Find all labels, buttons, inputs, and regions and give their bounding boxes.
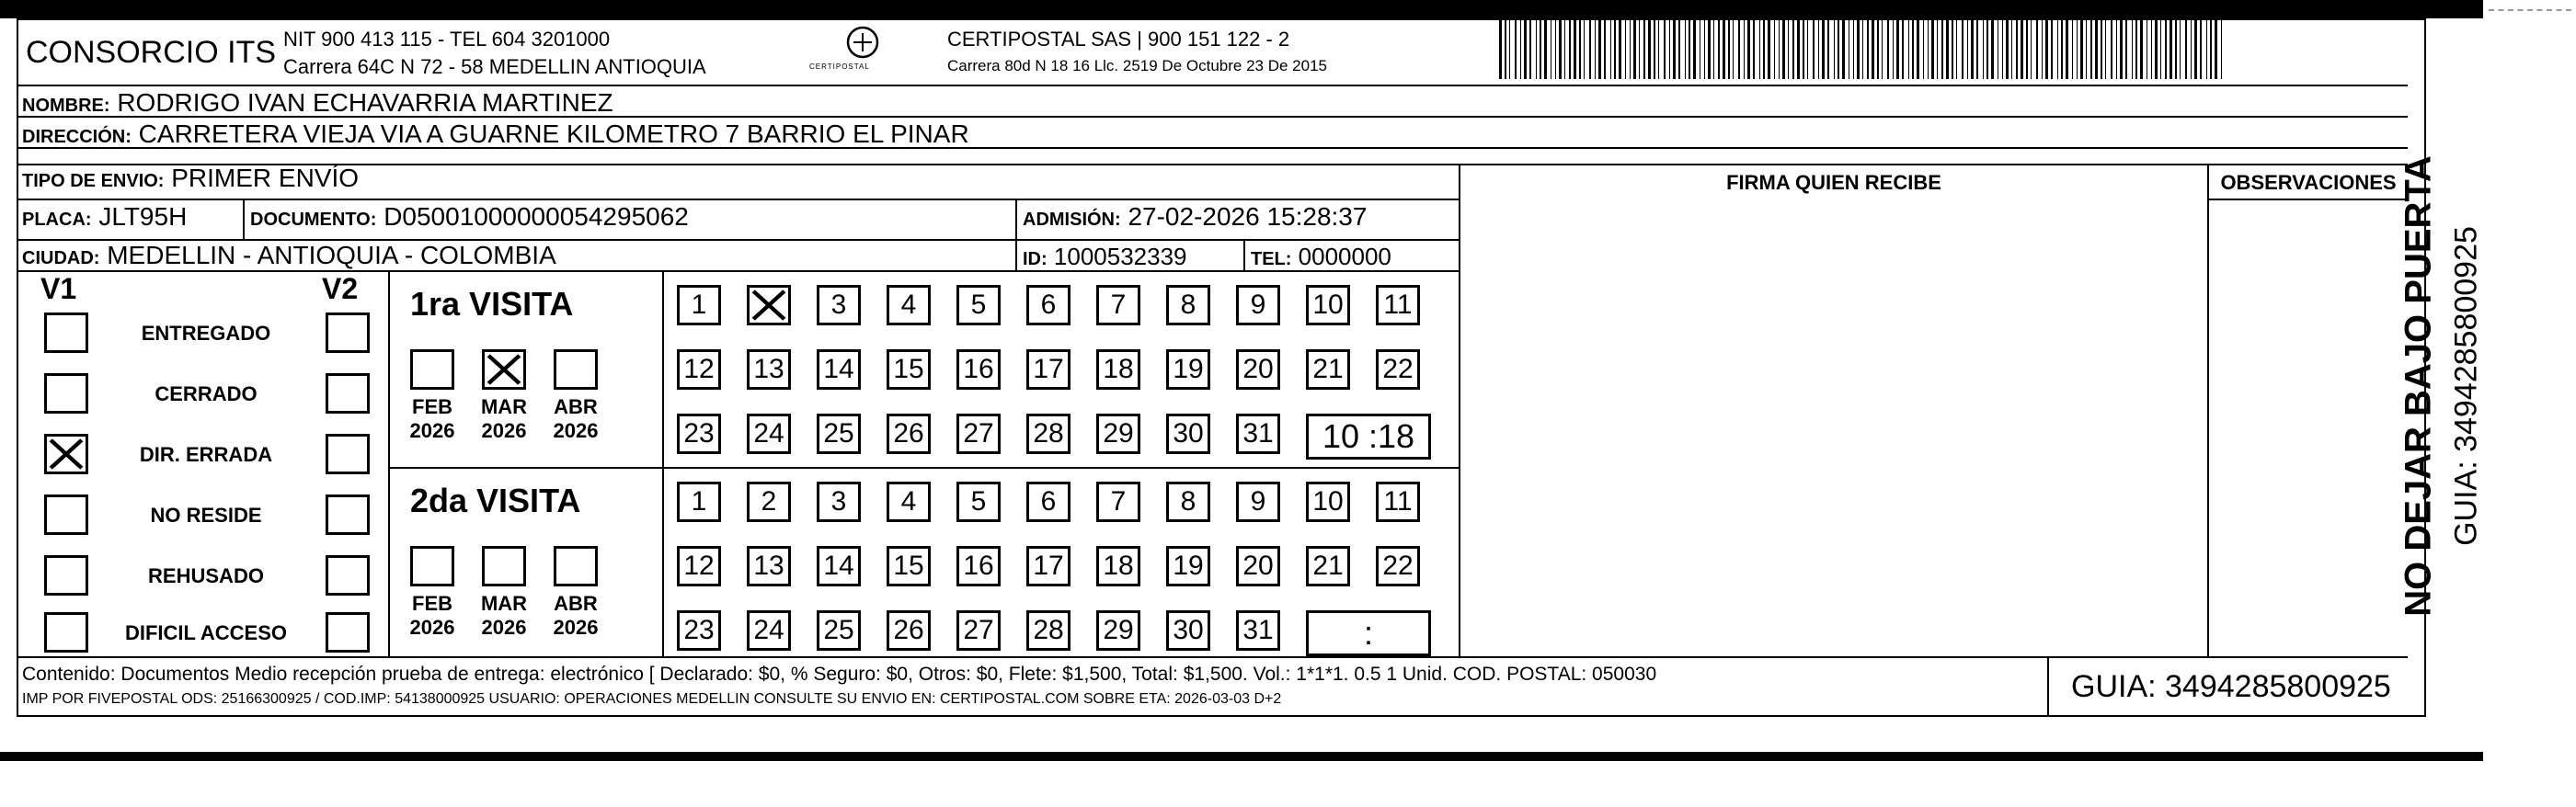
visit-title: 1ra VISITA	[410, 285, 574, 323]
month-checkbox[interactable]	[482, 349, 526, 390]
day-box[interactable]: 13	[747, 546, 791, 586]
status-v2-checkbox[interactable]	[326, 434, 370, 474]
day-box[interactable]: 3	[817, 285, 861, 325]
day-box[interactable]: 14	[817, 349, 861, 390]
side-warning: NO DEJAR BAJO PUERTA	[2398, 155, 2439, 617]
day-box[interactable]: 21	[1306, 349, 1350, 390]
direccion-value: CARRETERA VIEJA VIA A GUARNE KILOMETRO 7 BARRIO EL PINAR	[138, 119, 969, 148]
day-box[interactable]: 22	[1376, 546, 1420, 586]
status-v2-checkbox[interactable]	[326, 555, 370, 596]
barcode	[1499, 18, 2235, 81]
status-v1-checkbox[interactable]	[44, 612, 88, 653]
day-box[interactable]: 26	[887, 610, 931, 651]
certipostal-logo-icon	[844, 24, 881, 61]
tel-label: TEL:	[1251, 249, 1292, 269]
day-box[interactable]: 1	[677, 482, 721, 522]
day-box[interactable]: 19	[1166, 349, 1210, 390]
status-label: CERRADO	[155, 382, 258, 405]
day-box[interactable]: 9	[1236, 285, 1280, 325]
status-label: DIR. ERRADA	[139, 443, 273, 466]
status-label: ENTREGADO	[141, 322, 271, 345]
day-box[interactable]: 14	[817, 546, 861, 586]
day-box[interactable]: 20	[1236, 349, 1280, 390]
day-box[interactable]: 13	[747, 349, 791, 390]
day-box[interactable]: 24	[747, 610, 791, 651]
nombre-label: NOMBRE:	[22, 96, 110, 116]
time-box[interactable]: 10 :18	[1306, 414, 1431, 460]
month-label: ABR 2026	[553, 395, 599, 442]
firma-header: FIRMA QUIEN RECIBE	[1726, 171, 1941, 194]
day-box[interactable]: 25	[817, 610, 861, 651]
day-box[interactable]: 23	[677, 610, 721, 651]
day-box[interactable]: 5	[956, 482, 1001, 522]
status-v1-checkbox[interactable]	[44, 373, 88, 414]
day-box[interactable]: 24	[747, 414, 791, 454]
id-value: 1000532339	[1053, 243, 1187, 270]
day-box[interactable]: 15	[887, 546, 931, 586]
day-box[interactable]: 3	[817, 482, 861, 522]
day-box[interactable]: 28	[1026, 414, 1070, 454]
observaciones-header: OBSERVACIONES	[2220, 171, 2397, 194]
day-box[interactable]: 16	[956, 349, 1001, 390]
day-box[interactable]: 20	[1236, 546, 1280, 586]
day-box[interactable]: 6	[1026, 482, 1070, 522]
day-box[interactable]: 9	[1236, 482, 1280, 522]
status-v2-checkbox[interactable]	[326, 373, 370, 414]
day-box[interactable]: 23	[677, 414, 721, 454]
status-label: NO RESIDE	[150, 504, 262, 527]
status-v2-checkbox[interactable]	[326, 612, 370, 653]
day-box[interactable]: 6	[1026, 285, 1070, 325]
day-box[interactable]: 30	[1166, 414, 1210, 454]
status-label: REHUSADO	[148, 564, 264, 587]
top-border	[0, 0, 2483, 18]
direccion-label: DIRECCIÓN:	[22, 127, 132, 147]
documento-label: DOCUMENTO:	[250, 210, 377, 230]
documento-value: D05001000000054295062	[384, 202, 689, 231]
day-box[interactable]: 8	[1166, 285, 1210, 325]
logo-text: CERTIPOSTAL	[809, 63, 870, 71]
day-box[interactable]: 31	[1236, 610, 1280, 651]
day-box[interactable]: 19	[1166, 546, 1210, 586]
day-box[interactable]: 4	[887, 285, 931, 325]
month-label: MAR 2026	[480, 395, 528, 442]
day-box[interactable]: 4	[887, 482, 931, 522]
month-checkbox[interactable]	[482, 546, 526, 586]
month-checkbox[interactable]	[410, 546, 454, 586]
address-line: Carrera 64C N 72 - 58 MEDELLIN ANTIOQUIA	[283, 55, 706, 78]
day-box[interactable]: 2	[747, 482, 791, 522]
day-box[interactable]: 8	[1166, 482, 1210, 522]
day-box[interactable]: 7	[1096, 482, 1140, 522]
day-box[interactable]: 16	[956, 546, 1001, 586]
status-v2-checkbox[interactable]	[326, 313, 370, 353]
admision-label: ADMISIÓN:	[1023, 210, 1121, 230]
day-box[interactable]: 11	[1376, 482, 1420, 522]
side-guia: GUIA: 3494285800925	[2448, 226, 2484, 546]
company-name: CONSORCIO ITS	[26, 35, 277, 70]
day-box[interactable]: 31	[1236, 414, 1280, 454]
day-box[interactable]: 22	[1376, 349, 1420, 390]
day-box[interactable]: 12	[677, 349, 721, 390]
day-box[interactable]	[747, 285, 791, 325]
day-box[interactable]: 21	[1306, 546, 1350, 586]
day-box[interactable]: 27	[956, 414, 1001, 454]
ciudad-label: CIUDAD:	[22, 248, 100, 268]
footer-contenido: Contenido: Documentos Medio recepción prueba de entrega: electrónico [ Declarado: $0, % Seguro: $0, Otros: $0, Flete: $1,500, Total: $1,500. Vol.: 1*1*1. 0.5 1 Unid. COD. POSTAL: 050030	[22, 664, 1657, 685]
ciudad-value: MEDELLIN - ANTIOQUIA - COLOMBIA	[107, 241, 556, 269]
day-box[interactable]: 17	[1026, 546, 1070, 586]
id-label: ID:	[1023, 249, 1048, 269]
day-box[interactable]: 28	[1026, 610, 1070, 651]
day-box[interactable]: 30	[1166, 610, 1210, 651]
day-box[interactable]: 29	[1096, 610, 1140, 651]
day-box[interactable]: 29	[1096, 414, 1140, 454]
v2-label: V2	[322, 272, 359, 305]
license-line: Carrera 80d N 18 16 Llc. 2519 De Octubre 23 De 2015	[947, 57, 1327, 74]
status-v2-checkbox[interactable]	[326, 494, 370, 535]
nit-line: NIT 900 413 115 - TEL 604 3201000	[283, 28, 611, 51]
carrier-line: CERTIPOSTAL SAS | 900 151 122 - 2	[947, 28, 1290, 51]
day-box[interactable]: 18	[1096, 546, 1140, 586]
v1-label: V1	[40, 272, 77, 305]
time-box[interactable]: :	[1306, 610, 1431, 656]
status-label: DIFICIL ACCESO	[124, 621, 287, 644]
placa-label: PLACA:	[22, 210, 92, 230]
month-label: FEB 2026	[409, 592, 455, 639]
tipo-value: PRIMER ENVÍO	[171, 164, 360, 192]
footer-imp: IMP POR FIVEPOSTAL ODS: 25166300925 / COD.IMP: 54138000925 USUARIO: OPERACIONES MEDELLIN CONSULTE SU ENVIO EN: CERTIPOSTAL.COM SOBRE ETA: 2026-03-03 D+2	[22, 691, 1282, 707]
nombre-value: RODRIGO IVAN ECHAVARRIA MARTINEZ	[117, 88, 613, 117]
tel-value: 0000000	[1298, 243, 1391, 270]
day-box[interactable]: 12	[677, 546, 721, 586]
day-box[interactable]: 18	[1096, 349, 1140, 390]
status-v1-checkbox[interactable]	[44, 494, 88, 535]
month-label: FEB 2026	[409, 395, 455, 442]
day-box[interactable]: 5	[956, 285, 1001, 325]
month-label: MAR 2026	[480, 592, 528, 639]
day-box[interactable]: 25	[817, 414, 861, 454]
placa-value: JLT95H	[98, 202, 188, 231]
day-box[interactable]: 10	[1306, 285, 1350, 325]
admision-value: 27-02-2026 15:28:37	[1128, 202, 1368, 231]
day-box[interactable]: 1	[677, 285, 721, 325]
tipo-label: TIPO DE ENVIO:	[22, 171, 165, 191]
day-box[interactable]: 11	[1376, 285, 1420, 325]
day-box[interactable]: 7	[1096, 285, 1140, 325]
month-label: ABR 2026	[553, 592, 599, 639]
day-box[interactable]: 10	[1306, 482, 1350, 522]
footer-guia: GUIA: 3494285800925	[2071, 669, 2391, 704]
day-box[interactable]: 27	[956, 610, 1001, 651]
month-checkbox[interactable]	[410, 349, 454, 390]
month-checkbox[interactable]	[554, 546, 598, 586]
day-box[interactable]: 15	[887, 349, 931, 390]
status-v1-checkbox[interactable]	[44, 313, 88, 353]
day-box[interactable]: 26	[887, 414, 931, 454]
status-v1-checkbox[interactable]	[44, 555, 88, 596]
day-box[interactable]: 17	[1026, 349, 1070, 390]
bottom-border	[0, 752, 2483, 761]
edge-line	[2489, 9, 2571, 11]
month-checkbox[interactable]	[554, 349, 598, 390]
visit-title: 2da VISITA	[410, 482, 581, 519]
status-v1-checkbox[interactable]	[44, 434, 88, 474]
